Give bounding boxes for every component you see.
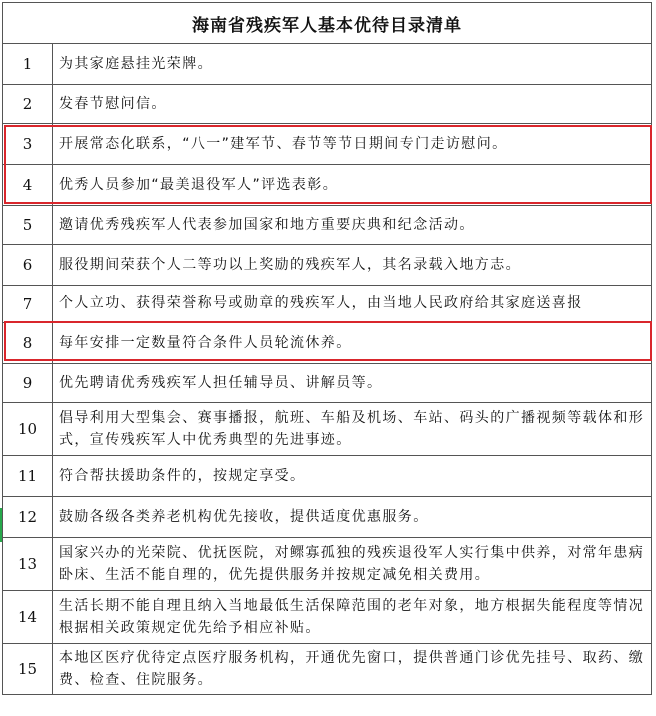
table-row xyxy=(2,456,652,497)
table-row xyxy=(2,538,652,591)
table-title: 海南省残疾军人基本优待目录清单 xyxy=(2,3,652,44)
highlight-box-rows-3-4 xyxy=(4,125,652,204)
row-number: 10 xyxy=(3,403,53,455)
row-number: 6 xyxy=(3,245,53,285)
row-number: 15 xyxy=(3,644,53,694)
row-number: 8 xyxy=(3,323,53,363)
row-number: 12 xyxy=(3,497,53,537)
table-row xyxy=(2,85,652,124)
row-text: 倡导利用大型集会、赛事播报，航班、车船及机场、车站、码头的广播视频等载体和形式，宣传残疾军人中优秀典型的先进事迹。 xyxy=(59,410,645,448)
row-number: 11 xyxy=(3,456,53,496)
row-number: 1 xyxy=(3,44,53,84)
row-text: 生活长期不能自理且纳入当地最低生活保障范围的老年对象，地方根据失能程度等情况根据相关政策规定优先给予相应补贴。 xyxy=(59,598,645,636)
row-text: 优秀人员参加“最美退役军人”评选表彰。 xyxy=(59,177,339,193)
table-row xyxy=(2,44,652,85)
table-row xyxy=(2,206,652,245)
row-text: 开展常态化联系，“八一”建军节、春节等节日期间专门走访慰问。 xyxy=(59,136,508,152)
row-text: 个人立功、获得荣誉称号或勋章的残疾军人，由当地人民政府给其家庭送喜报 xyxy=(59,295,583,311)
row-number: 7 xyxy=(3,286,53,322)
left-edge-marker xyxy=(0,508,2,542)
row-text: 邀请优秀残疾军人代表参加国家和地方重要庆典和纪念活动。 xyxy=(59,217,475,233)
row-number: 3 xyxy=(3,124,53,164)
row-number: 9 xyxy=(3,364,53,402)
row-text: 发春节慰问信。 xyxy=(59,96,167,112)
row-number: 5 xyxy=(3,206,53,244)
row-text: 服役期间荣获个人二等功以上奖励的残疾军人，其名录载入地方志。 xyxy=(59,257,521,273)
table-row xyxy=(2,591,652,644)
row-number: 14 xyxy=(3,591,53,643)
table-row xyxy=(2,403,652,456)
row-text: 本地区医疗优待定点医疗服务机构，开通优先窗口，提供普通门诊优先挂号、取药、缴费、检查、住院服务。 xyxy=(59,650,645,688)
row-text: 鼓励各级各类养老机构优先接收，提供适度优惠服务。 xyxy=(59,509,429,525)
table-row xyxy=(2,364,652,403)
row-number: 2 xyxy=(3,85,53,123)
row-text: 每年安排一定数量符合条件人员轮流休养。 xyxy=(59,335,352,351)
table-row xyxy=(2,245,652,286)
table-row xyxy=(2,644,652,695)
row-number: 13 xyxy=(3,538,53,590)
row-text: 为其家庭悬挂光荣牌。 xyxy=(59,56,213,72)
table-row xyxy=(2,286,652,323)
highlight-box-row-8 xyxy=(4,321,652,361)
row-text: 符合帮扶援助条件的，按规定享受。 xyxy=(59,468,306,484)
table-row xyxy=(2,497,652,538)
row-text: 优先聘请优秀残疾军人担任辅导员、讲解员等。 xyxy=(59,375,383,391)
row-text: 国家兴办的光荣院、优抚医院，对鳏寡孤独的残疾退役军人实行集中供养，对常年患病卧床、生活不能自理的，优先提供服务并按规定减免相关费用。 xyxy=(59,545,645,583)
row-number: 4 xyxy=(3,165,53,205)
